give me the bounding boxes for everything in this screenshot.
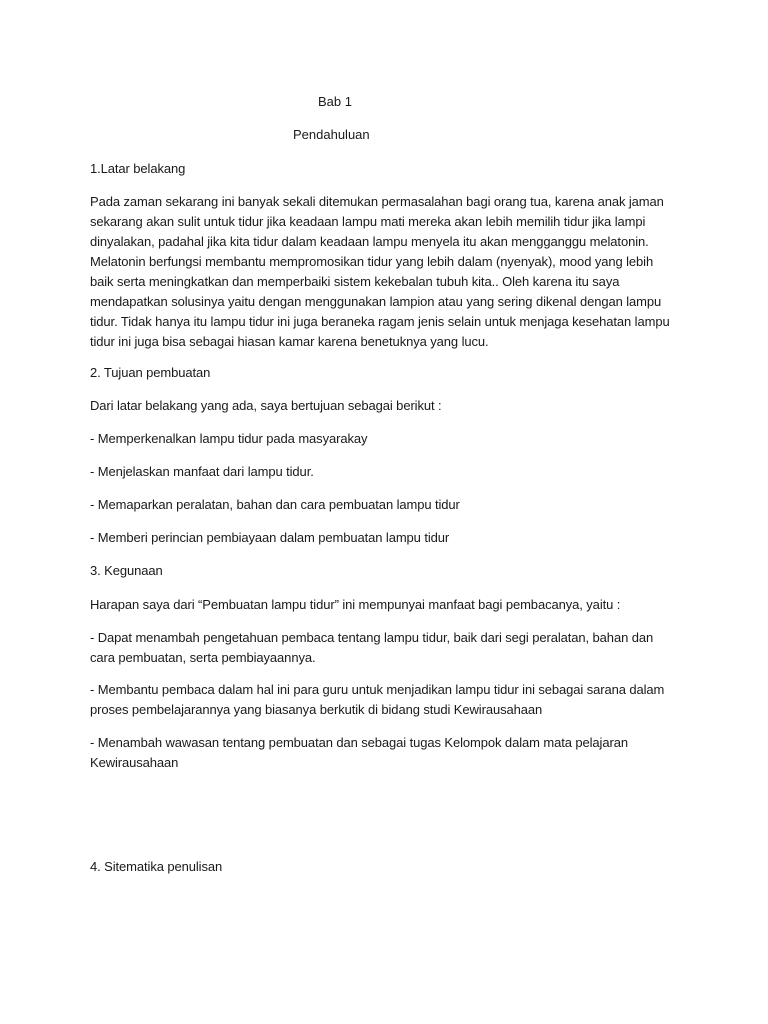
section-heading-tujuan: 2. Tujuan pembuatan	[90, 365, 211, 380]
tujuan-item: - Menjelaskan manfaat dari lampu tidur.	[90, 464, 314, 479]
tujuan-intro: Dari latar belakang yang ada, saya bertujuan sebagai berikut :	[90, 398, 442, 413]
chapter-number: Bab 1	[318, 94, 352, 109]
kegunaan-item: - Menambah wawasan tentang pembuatan dan sebagai tugas Kelompok dalam mata pelajaran Kewirausahaan	[90, 735, 628, 770]
tujuan-item: - Memperkenalkan lampu tidur pada masyarakay	[90, 431, 368, 446]
section-heading-latar-belakang: 1.Latar belakang	[90, 161, 186, 176]
section-heading-sistematika: 4. Sitematika penulisan	[90, 859, 223, 874]
tujuan-item: - Memaparkan peralatan, bahan dan cara pembuatan lampu tidur	[90, 497, 460, 512]
kegunaan-item: - Membantu pembaca dalam hal ini para guru untuk menjadikan lampu tidur ini sebagai sarana dalam proses pembelajarannya yang biasanya berkutik di bidang studi Kewirausahaan	[90, 682, 665, 717]
tujuan-item: - Memberi perincian pembiayaan dalam pembuatan lampu tidur	[90, 530, 450, 545]
section-heading-kegunaan: 3. Kegunaan	[90, 563, 163, 578]
chapter-title: Pendahuluan	[293, 127, 370, 142]
kegunaan-intro: Harapan saya dari “Pembuatan lampu tidur” ini mempunyai manfaat bagi pembacanya, yaitu :	[90, 597, 621, 612]
latar-belakang-paragraph: Pada zaman sekarang ini banyak sekali ditemukan permasalahan bagi orang tua, karena anak jaman sekarang akan sulit untuk tidur jika keadaan lampu mati mereka akan lebih memilih tidur jika lampi dinyalakan, padahal jika kita tidur dalam keadaan lampu menyela itu akan mengganggu melatonin. Melatonin berfungsi membantu mempromosikan tidur yang lebih dalam (nyenyak), mood yang lebih baik serta meningkatkan dan memperbaiki sistem kekebalan tubuh kita.. Oleh karena itu saya mendapatkan solusinya yaitu dengan menggunakan lampion atau yang sering dikenal dengan lampu tidur. Tidak hanya itu lampu tidur ini juga beraneka ragam jenis selain untuk menjaga kesehatan lampu tidur ini juga bisa sebagai hiasan kamar karena benetuknya yang lucu.	[90, 194, 670, 349]
kegunaan-item: - Dapat menambah pengetahuan pembaca tentang lampu tidur, baik dari segi peralatan, bahan dan cara pembuatan, serta pembiayaannya.	[90, 630, 654, 665]
